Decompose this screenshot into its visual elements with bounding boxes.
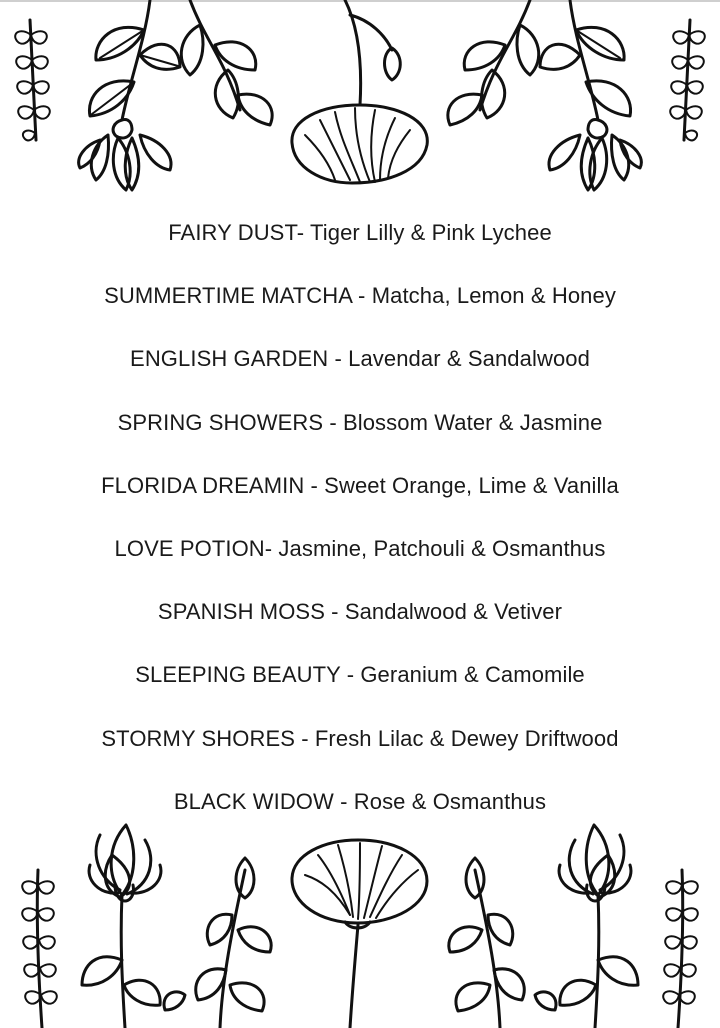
scent-item: LOVE POTION- Jasmine, Patchouli & Osmanthus: [114, 535, 606, 561]
poppy-flower-icon: [292, 840, 427, 1028]
bell-flower-icon: [79, 119, 171, 190]
bottom-floral-decoration: [0, 810, 720, 1028]
top-floral-decoration: [0, 0, 720, 205]
scent-item: SPANISH MOSS - Sandalwood & Vetiver: [157, 599, 563, 625]
scent-list: [0, 210, 720, 842]
lily-flower-icon: [559, 825, 638, 1028]
lily-flower-icon: [82, 825, 161, 1028]
scent-item: SLEEPING BEAUTY - Geranium & Camomile: [135, 662, 585, 688]
bell-flower-icon: [549, 119, 641, 190]
scent-item: ENGLISH GARDEN - Lavendar & Sandalwood: [130, 346, 590, 372]
hanging-poppy-icon: [292, 0, 427, 183]
scent-item: BLACK WIDOW - Rose & Osmanthus: [173, 788, 547, 814]
fern-sprig-icon: [15, 20, 50, 140]
leafy-stem-icon: [89, 0, 272, 125]
scent-item: FLORIDA DREAMIN - Sweet Orange, Lime & Vanilla: [101, 472, 619, 498]
fern-sprig-icon: [22, 870, 57, 1028]
scent-item: SPRING SHOWERS - Blossom Water & Jasmine: [117, 409, 603, 435]
leafy-stem-icon: [448, 0, 631, 125]
scent-item: SUMMERTIME MATCHA - Matcha, Lemon & Honey: [104, 283, 616, 309]
fern-sprig-icon: [670, 20, 705, 140]
scent-item: FAIRY DUST- Tiger Lilly & Pink Lychee: [168, 220, 552, 245]
fern-sprig-icon: [663, 870, 698, 1028]
scent-item: STORMY SHORES - Fresh Lilac & Dewey Driftwood: [101, 725, 619, 751]
leafy-stem-icon: [449, 858, 556, 1028]
leafy-stem-icon: [164, 858, 271, 1028]
